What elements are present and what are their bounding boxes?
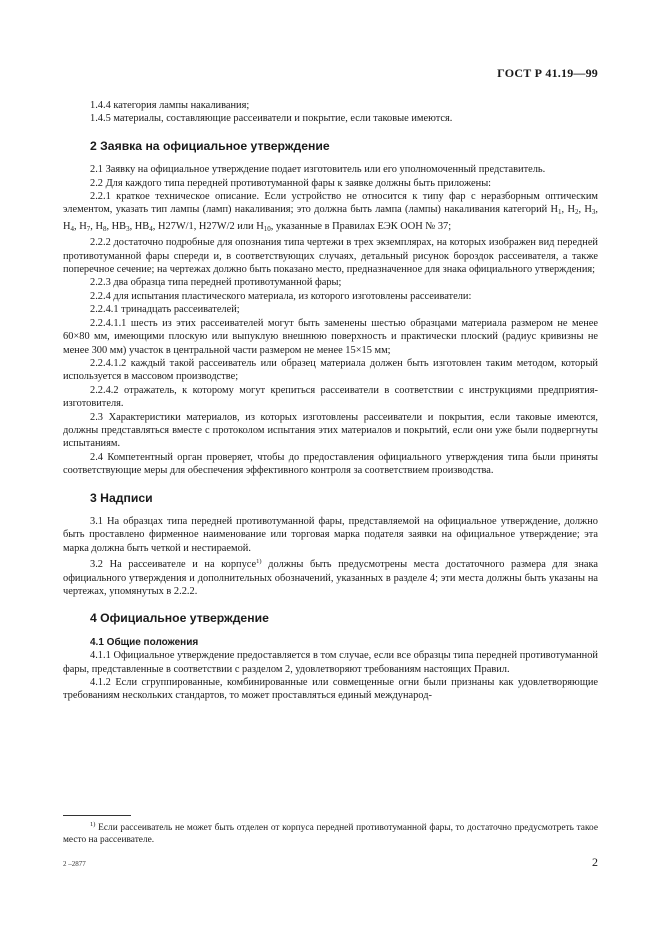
paragraph-2-2-1: 2.2.1 краткое техническое описание. Если устройство не относится к типу фар с неразборным оптическим элементом, указать тип лампы (ламп) накаливания; это должна быть лампа (лампы) накаливания категорий $H_1$, $H_2$, $H_3$, $H_4$, $H_7$, $H_8$, $HB_3$, $HB_4$, H27W/1, H27W/2 или $H_{10}$, указанные в Правилах ЕЭК ООН № 37; [63,191,599,233]
paragraph-1-4-5: 1.4.5 материалы, составляющие рассеиватели и покрытие, если таковые имеются. [90,113,453,125]
paragraph-2-2-3: 2.2.3 два образца типа передней противотуманной фары; [90,277,342,289]
paragraph-2-4: 2.4 Компетентный орган проверяет, чтобы до предоставления официального утверждения типа были приняты соответствующие меры для обеспечения эффективного контроля за соответствием производства. [63,451,598,477]
paragraph-4-1-1: 4.1.1 Официальное утверждение предоставляется в том случае, если все образцы типа передней противотуманной фары, представленные в соответствии с разделом 2, удовлетворяют требованиям настоящих Правил. [63,650,598,675]
section-4-heading: 4 Официальное утверждение [90,611,269,626]
print-code: 2 –2877 [63,860,86,868]
footnote-divider [63,815,131,816]
page-number: 2 [592,855,598,869]
lamp-category: $H_8$ [95,220,107,233]
lamp-category: $H_7$ [79,220,91,233]
paragraph-2-2-4-1: 2.2.4.1 тринадцать рассеивателей; [90,304,240,316]
paragraph-3-1: 3.1 На образцах типа передней противотуманной фары, представляемой на официальное утверждение, должно быть проставлено фирменное наименование или торговая марка подателя заявки на официальное утверждение; эта марка должна быть четкой и нестираемой. [63,515,598,554]
paragraph-2-2-4-2: 2.2.4.2 отражатель, к которому могут крепиться рассеиватели в соответствии с инструкциями предприятия-изготовителя. [63,384,598,410]
lamp-category: $H_2$ [567,204,579,217]
paragraph-4-1-2: 4.1.2 Если сгруппированные, комбинированные или совмещенные огни были признаны как удовлетворяющие требованиям нескольких стандартов, то может проставляться единый международ- [63,677,598,702]
section-2-heading: 2 Заявка на официальное утверждение [90,138,330,153]
lamp-category-list: $H_2$, $H_3$, $H_4$, $H_7$, $H_8$, $HB_3$, $HB_4$, [63,204,599,233]
paragraph-2-2: 2.2 Для каждого типа передней противотуманной фары к заявке должны быть приложены: [90,177,492,189]
lamp-category: $H_3$ [584,204,596,217]
paragraph-2-3: 2.3 Характеристики материалов, из которых изготовлены рассеиватели и покрытия, если таковые имеются, должны представляться вместе с протоколом испытания этих материалов и покрытий, если они уже были подвергнуты испытаниям. [63,411,598,450]
standard-header: ГОСТ Р 41.19—99 [497,66,598,80]
lamp-category: $HB_3$ [111,220,130,233]
lamp-category: $HB_4$ [134,220,153,233]
section-3-heading: 3 Надписи [90,490,153,505]
footnote: $^{1)}$ Если рассеиватель не может быть отделен от корпуса передней противотуманной фары, то достаточно предусмотреть такое место на рассеивателе. [63,821,598,846]
paragraph-3-2: 3.2 На рассеивателе и на корпусе$^{1)}$ должны быть предусмотрены места достаточного размера для знака официального утверждения и дополнительных обозначений, указанных в разделе 4; эти места должны быть указаны на чертежах, упомянутых в 2.2.2. [63,558,598,597]
page-content [63,99,598,703]
paragraph-1-4-4: 1.4.4 категория лампы накаливания; [90,100,250,111]
footnote-marker: 1) [90,821,96,828]
paragraph-2-2-4-1-2: 2.2.4.1.2 каждый такой рассеиватель или образец материала должен быть изготовлен таким методом, который используется в массовом производстве; [63,357,598,383]
footnote-reference: 1) [256,558,262,566]
lamp-category: $H_4$ [63,220,75,233]
subsection-4-1-heading: 4.1 Общие положения [90,636,199,648]
paragraph-2-2-4-1-1: 2.2.4.1.1 шесть из этих рассеивателей могут быть заменены шестью образцами материала размером не менее 60×80 мм, имеющими плоскую или выпуклую внешнюю поверхность и практически плоский (радиус кривизны не менее 300 мм) участок в центральной части размером не менее 15×15 мм; [63,317,598,356]
paragraph-2-2-2: 2.2.2 достаточно подробные для опознания типа чертежи в трех экземплярах, на которых изображен вид передней противотуманной фары спереди и, в соответствующих случаях, детальный рисунок бороздок рассеивателя, а также поперечное сечение; на чертежах должно быть показано место, предназначенное для знака официального утверждения; [63,237,598,276]
paragraph-2-1: 2.1 Заявку на официальное утверждение подает изготовитель или его уполномоченный представитель. [90,164,546,176]
paragraph-2-2-4: 2.2.4 для испытания пластического материала, из которого изготовлены рассеиватели: [90,290,472,302]
